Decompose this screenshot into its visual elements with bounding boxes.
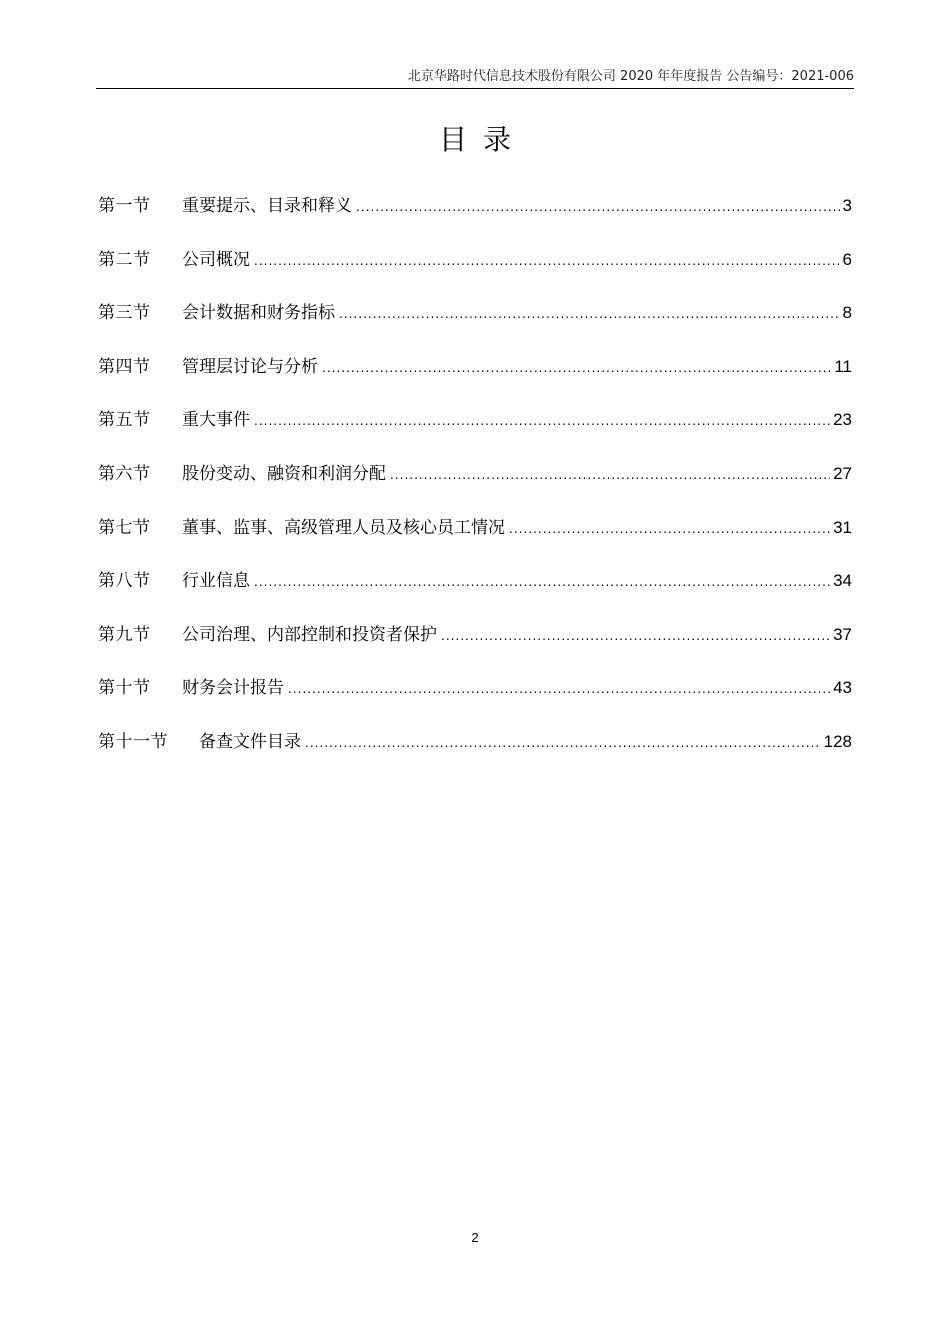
toc-section-number: 第九节 <box>98 624 151 645</box>
toc-section-number: 第五节 <box>98 410 151 431</box>
toc-section-number: 第七节 <box>98 517 151 538</box>
toc-page-number: 43 <box>833 678 852 698</box>
toc-page-number: 6 <box>842 249 852 269</box>
toc-page-number: 37 <box>833 624 852 644</box>
toc-entry[interactable] <box>98 349 852 403</box>
toc-section-number: 第一节 <box>98 196 151 216</box>
toc-section-heading: 公司概况 <box>182 249 250 270</box>
toc-section-heading: 会计数据和财务指标 <box>182 303 335 324</box>
toc-section-number: 第四节 <box>98 356 151 377</box>
toc-entry[interactable] <box>98 402 852 456</box>
page-number: 2 <box>471 1230 479 1245</box>
toc-page-number: 31 <box>833 517 852 537</box>
toc-entry[interactable] <box>98 188 852 242</box>
toc-entry[interactable] <box>98 456 852 510</box>
toc-entry[interactable] <box>98 670 852 724</box>
toc-entry[interactable] <box>98 510 852 564</box>
toc-dot-leader <box>339 296 840 332</box>
toc-section-heading: 公司治理、内部控制和投资者保护 <box>182 624 437 645</box>
header-rule <box>96 88 854 89</box>
toc-dot-leader <box>390 457 830 493</box>
toc-entry[interactable] <box>98 617 852 671</box>
toc-section-heading: 备查文件目录 <box>199 731 301 752</box>
toc-dot-leader <box>509 511 830 547</box>
toc-entry[interactable] <box>98 295 852 349</box>
toc-section-heading: 董事、监事、高级管理人员及核心员工情况 <box>182 517 505 538</box>
toc-section-number: 第八节 <box>98 571 151 592</box>
toc-section-number: 第二节 <box>98 249 151 270</box>
toc-dot-leader <box>322 350 831 386</box>
toc-section-heading: 行业信息 <box>182 571 250 592</box>
toc-page-number: 23 <box>833 410 852 430</box>
toc-title: 目录 <box>438 123 527 156</box>
table-of-contents <box>98 188 852 778</box>
toc-section-heading: 重大事件 <box>182 410 250 431</box>
toc-entry[interactable] <box>98 724 852 778</box>
toc-section-number: 第十节 <box>98 678 151 699</box>
toc-section-heading: 重要提示、目录和释义 <box>182 196 352 216</box>
toc-dot-leader <box>254 564 830 600</box>
toc-section-number: 第六节 <box>98 463 151 484</box>
toc-page-number: 34 <box>833 571 852 591</box>
toc-page-number: 11 <box>834 356 852 376</box>
toc-section-number: 第十一节 <box>98 731 168 752</box>
toc-dot-leader <box>288 671 830 707</box>
toc-page-number: 27 <box>833 463 852 483</box>
toc-dot-leader <box>441 618 830 654</box>
toc-dot-leader <box>305 725 821 761</box>
toc-page-number: 128 <box>823 731 852 751</box>
toc-section-heading: 股份变动、融资和利润分配 <box>182 463 386 484</box>
toc-page-number: 3 <box>842 196 852 215</box>
toc-dot-leader <box>356 189 840 225</box>
toc-section-heading: 财务会计报告 <box>182 678 284 699</box>
toc-entry[interactable] <box>98 242 852 296</box>
toc-entry[interactable] <box>98 563 852 617</box>
toc-page-number: 8 <box>842 303 852 323</box>
running-header: 北京华路时代信息技术股份有限公司 2020 年年度报告 公告编号：2021-006 <box>407 69 854 84</box>
toc-section-heading: 管理层讨论与分析 <box>182 356 318 377</box>
toc-section-number: 第三节 <box>98 303 151 324</box>
toc-dot-leader <box>254 243 840 279</box>
toc-dot-leader <box>254 403 830 439</box>
